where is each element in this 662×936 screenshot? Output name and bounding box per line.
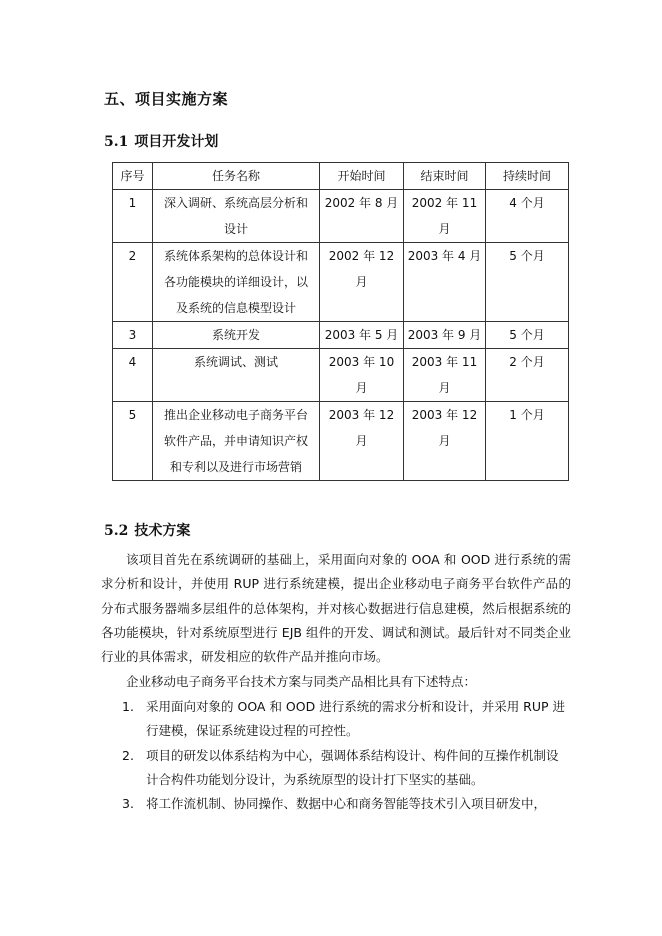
list-marker: 2. [122, 747, 134, 763]
header-start-time: 开始时间 [320, 163, 404, 190]
table-row [113, 190, 569, 243]
subsection-heading-5-1 [104, 131, 218, 151]
paragraph-text: 企业移动电子商务平台技术方案与同类产品相比具有下述特点： [126, 674, 477, 689]
subsection-title: 技术方案 [134, 523, 191, 539]
list-item [122, 744, 567, 793]
table-header-row [113, 163, 569, 190]
cell-start-time: 2003 年 12 月 [320, 402, 404, 481]
cell-seq: 2 [113, 243, 153, 322]
cell-end-time: 2003 年 9 月 [404, 322, 486, 349]
table-row [113, 402, 569, 481]
cell-duration: 4 个月 [486, 190, 569, 243]
cell-duration: 1 个月 [486, 402, 569, 481]
cell-start-time: 2003 年 5 月 [320, 322, 404, 349]
cell-seq: 4 [113, 349, 153, 402]
cell-end-time: 2003 年 12 月 [404, 402, 486, 481]
cell-task-name: 推出企业移动电子商务平台软件产品，并申请知识产权和专利以及进行市场营销 [153, 402, 320, 481]
subsection-number: 5.1 [104, 134, 129, 150]
list-item [122, 695, 567, 744]
list-item-text: 将工作流机制、协同操作、数据中心和商务智能等技术引入项目研发中， [146, 796, 547, 812]
cell-duration: 2 个月 [486, 349, 569, 402]
table-row [113, 349, 569, 402]
table-row [113, 322, 569, 349]
paragraph-text: 该项目首先在系统调研的基础上，采用面向对象的 OOA 和 OOD 进行系统的需求分析和设计，并使用 RUP 进行系统建模，提出企业移动电子商务平台软件产品的分布式服务器端多层组件的总体架构，并对核心数据进行信息建模，然后根据系统的各功能模块，针对系统原型进行 EJB 组件的开发、调试和测试。最后针对不同类企业行业的具体需求，研发相应的软件产品并推向市场。 [101, 552, 571, 665]
subsection-title: 项目开发计划 [134, 134, 219, 150]
header-task-name: 任务名称 [153, 163, 320, 190]
body-paragraph [101, 670, 571, 694]
list-item [122, 792, 567, 816]
cell-seq: 1 [113, 190, 153, 243]
subsection-heading-5-2 [104, 520, 190, 540]
list-marker: 3. [122, 796, 134, 812]
cell-start-time: 2002 年 8 月 [320, 190, 404, 243]
cell-seq: 3 [113, 322, 153, 349]
cell-task-name: 系统体系架构的总体设计和各功能模块的详细设计，以及系统的信息模型设计 [153, 243, 320, 322]
cell-duration: 5 个月 [486, 243, 569, 322]
cell-start-time: 2002 年 12 月 [320, 243, 404, 322]
cell-end-time: 2003 年 4 月 [404, 243, 486, 322]
section-title: 五、项目实施方案 [104, 90, 229, 108]
cell-seq: 5 [113, 402, 153, 481]
cell-end-time: 2002 年 11 月 [404, 190, 486, 243]
list-item-text: 项目的研发以体系结构为中心，强调体系结构设计、构件间的互操作机制设计合构件功能划分设计，为系统原型的设计打下坚实的基础。 [146, 747, 559, 787]
cell-task-name: 深入调研、系统高层分析和设计 [153, 190, 320, 243]
cell-duration: 5 个月 [486, 322, 569, 349]
table-row [113, 243, 569, 322]
body-paragraph [101, 548, 571, 669]
list-marker: 1. [122, 699, 134, 714]
cell-task-name: 系统开发 [153, 322, 320, 349]
header-seq: 序号 [113, 163, 153, 190]
header-duration: 持续时间 [486, 163, 569, 190]
subsection-number: 5.2 [104, 523, 129, 539]
cell-task-name: 系统调试、测试 [153, 349, 320, 402]
header-end-time: 结束时间 [404, 163, 486, 190]
cell-end-time: 2003 年 11 月 [404, 349, 486, 402]
list-item-text: 采用面向对象的 OOA 和 OOD 进行系统的需求分析和设计，并采用 RUP 进行建模，保证系统建设过程的可控性。 [146, 699, 566, 739]
features-list [122, 695, 567, 816]
cell-start-time: 2003 年 10 月 [320, 349, 404, 402]
development-plan-table [112, 162, 569, 481]
